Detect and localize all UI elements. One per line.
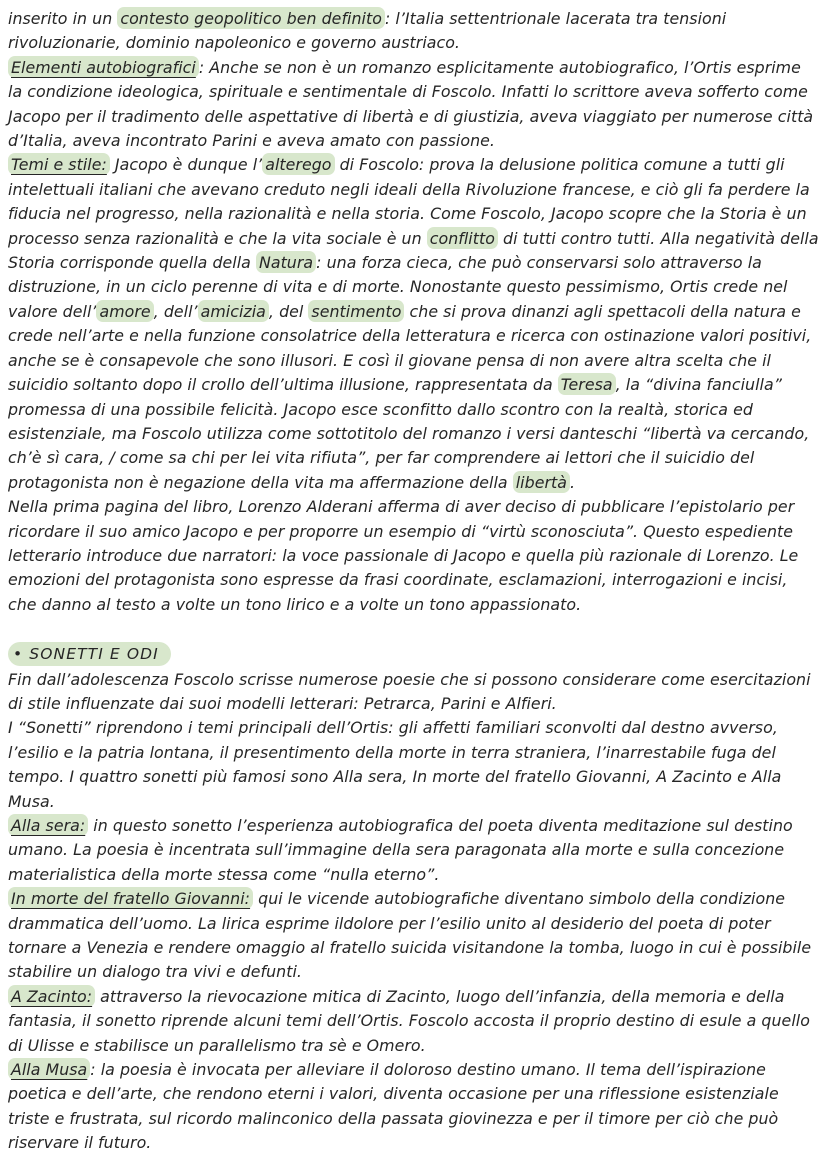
highlighted-term: Natura bbox=[256, 251, 316, 273]
highlighted-term: sentimento bbox=[308, 300, 404, 322]
highlighted-term: • SONETTI E ODI bbox=[8, 642, 171, 666]
text-run: che si prova dinanzi agli spettacoli della natura e crede nell’arte e nella funzione consolatrice della letteratura e ricerca con ostinazione valori positivi, anche se è consapevole che sono illusori. E così il giovane pensa di non avere altra scelta che il suicidio soltanto dopo il crollo dell’ultima illusione, rappresentata da bbox=[8, 301, 812, 395]
text-run: in questo sonetto l’esperienza autobiografica del poeta diventa meditazione sul destino umano. La poesia è incentrata sull’immagine della sera paragonata alla morte e sulla concezione materialistica della morte stessa come “nulla eterno”. bbox=[8, 816, 793, 884]
paragraph bbox=[8, 1058, 819, 1156]
paragraph bbox=[8, 7, 819, 56]
notes-content bbox=[8, 7, 819, 1156]
text-run: . bbox=[569, 472, 576, 492]
topic-label: In morte del fratello Giovanni: bbox=[8, 887, 253, 909]
text-run: Fin dall’adolescenza Foscolo scrisse numerose poesie che si possono considerare come esercitazioni di stile influenzate dai suoi modelli letterari: Petrarca, Parini e Alfieri. bbox=[8, 669, 811, 713]
topic-label: Elementi autobiografici bbox=[8, 56, 199, 78]
highlighted-term: libertà bbox=[513, 471, 570, 493]
text-run: qui le vicende autobiografiche diventano simbolo della condizione drammatica dell’uomo. La lirica esprime ildolore per l’esilio unito al desiderio del poeta di poter tornare a Venezia e rendere omaggio al fratello suicida visitandone la tomba, luogo in cui è possibile stabilire un dialogo tra vivi e defunti. bbox=[8, 889, 812, 982]
paragraph bbox=[8, 495, 819, 617]
text-run: : l’Italia settentrionale lacerata tra tensioni rivoluzionarie, dominio napoleonico e governo austriaco. bbox=[8, 9, 727, 53]
topic-label: Temi e stile: bbox=[8, 153, 110, 175]
topic-label: Alla Musa bbox=[8, 1058, 90, 1080]
topic-label: Alla sera: bbox=[8, 814, 88, 836]
highlighted-term: amicizia bbox=[198, 300, 269, 322]
paragraph bbox=[8, 153, 819, 495]
paragraph bbox=[8, 814, 819, 887]
text-run: , dell’ bbox=[153, 301, 198, 321]
text-run: : Anche se non è un romanzo esplicitamente autobiografico, l’Ortis esprime la condizione ideologica, spirituale e sentimentale di Foscolo. Infatti lo scrittore aveva sofferto come Jacopo per il tradimento delle aspettative di libertà e di giustizia, aveva viaggiato per numerose città d’Italia, aveva incontrato Parini e aveva amato con passione. bbox=[8, 57, 814, 151]
highlighted-term: amore bbox=[96, 300, 153, 322]
text-run: di tutti contro tutti. Alla negatività della Storia corrisponde quella della bbox=[8, 228, 819, 273]
text-run: di Foscolo: prova la delusione politica comune a tutti gli intelettuali italiani che avevano creduto negli ideali della Rivoluzione francese, e ciò gli fa perdere la fiducia nel progresso, nella razionalità e nella storia. Come Foscolo, Jacopo scopre che la Storia è un processo senza razionalità e che la vita sociale è un bbox=[8, 155, 810, 248]
text-run: , la “divina fanciulla” promessa di una possibile felicità. Jacopo esce sconfitto dallo scontro con la realtà, storica ed esistenziale, ma Foscolo utilizza come sottotitolo del romanzo i versi danteschi “libertà va cercando, ch’è sì cara, / come sa chi per lei vita rifiuta”, per far comprendere ai lettori che il suicidio del protagonista non è negazione della vita ma affermazione della bbox=[8, 375, 810, 492]
text-run: attraverso la rievocazione mitica di Zacinto, luogo dell’infanzia, della memoria e della fantasia, il sonetto riprende alcuni temi dell’Ortis. Foscolo accosta il proprio destino di esule a quello di Ulisse e stabilisce un parallelismo tra sè e Omero. bbox=[8, 986, 810, 1055]
section-heading bbox=[8, 642, 819, 666]
topic-label: A Zacinto: bbox=[8, 985, 95, 1007]
text-run: , del bbox=[268, 301, 309, 321]
text-run: inserito in un bbox=[8, 9, 118, 28]
text-run: I “Sonetti” riprendono i temi principali dell’Ortis: gli affetti familiari sconvolti dal destno avverso, l’esilio e la patria lontana, il presentimento della morte in terra straniera, l’inarrestabile fuga del tempo. I quattro sonetti più famosi sono Alla sera, In morte del fratello Giovanni, A Zacinto e Alla Musa. bbox=[8, 718, 782, 811]
highlighted-term: contesto geopolitico ben definito bbox=[117, 7, 385, 29]
text-run: Jacopo è dunque l’ bbox=[109, 155, 263, 175]
paragraph bbox=[8, 56, 819, 154]
paragraph bbox=[8, 887, 819, 985]
text-run: Nella prima pagina del libro, Lorenzo Alderani afferma di aver deciso di pubblicare l’epistolario per ricordare il suo amico Jacopo e per proporre un esempio di “virtù sconosciuta”. Questo espediente letterario introduce due narratori: la voce passionale di Jacopo e quella più razionale di Lorenzo. Le emozioni del protagonista sono espresse da frasi coordinate, esclamazioni, interrogazioni e incisi, che danno al testo a volte un tono lirico e a volte un tono appassionato. bbox=[8, 497, 799, 614]
highlighted-term: conflitto bbox=[427, 227, 498, 249]
paragraph bbox=[8, 668, 819, 717]
highlighted-term: Teresa bbox=[558, 373, 616, 395]
paragraph bbox=[8, 716, 819, 814]
paragraph bbox=[8, 985, 819, 1058]
text-run: : una forza cieca, che può conservarsi solo attraverso la distruzione, in un ciclo perenne di vita e di morte. Nonostante questo pessimismo, Ortis crede nel valore dell’ bbox=[8, 253, 788, 321]
highlighted-term: alterego bbox=[262, 153, 334, 175]
text-run: : la poesia è invocata per alleviare il doloroso destino umano. Il tema dell’ispirazione poetica e dell’arte, che rendono eterni i valori, diventa occasione per una riflessione esistenziale triste e frustrata, sul ricordo malinconico della passata giovinezza e per il timore per ciò che può riservare il futuro. bbox=[8, 1060, 779, 1153]
